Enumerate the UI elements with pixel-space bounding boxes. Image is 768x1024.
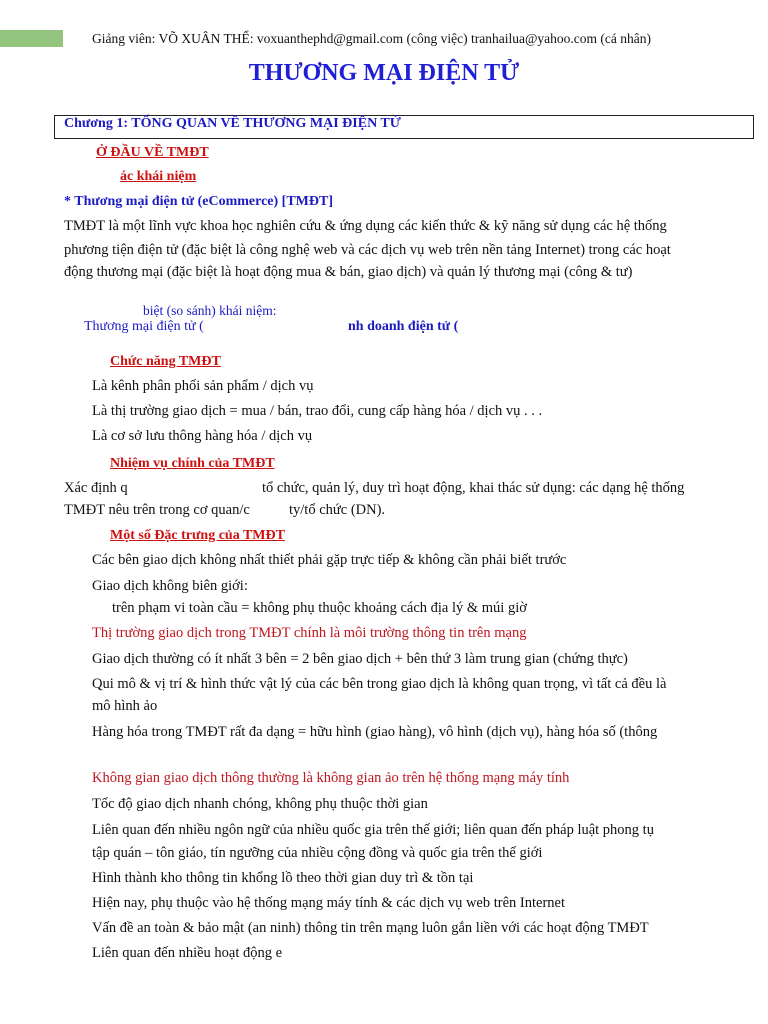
- definition-title: * Thương mại điện tử (eCommerce) [TMĐT]: [64, 194, 334, 209]
- feature-item: Liên quan đến nhiều hoạt động e: [92, 945, 283, 961]
- feature-item-continued: tập quán – tôn giáo, tín ngưỡng của nhiều cộng đồng và quốc gia trên thế giới: [92, 845, 543, 861]
- subheading-concepts: ác khái niệm: [120, 169, 197, 184]
- compare-label: biệt (so sánh) khái niệm:: [143, 303, 277, 318]
- tasks-line-2b: ty/tổ chức (DN).: [289, 502, 386, 518]
- feature-item: Vấn đề an toàn & bảo mật (an ninh) thông tin trên mạng luôn gắn liền với các hoạt động TMĐT: [92, 920, 649, 936]
- feature-item: Liên quan đến nhiều ngôn ngữ của nhiều quốc gia trên thế giới; liên quan đến pháp luật phong tụ: [92, 822, 654, 838]
- chapter-heading: Chương 1: TỔNG QUAN VỀ THƯƠNG MẠI ĐIỆN TỬ: [64, 116, 401, 131]
- tasks-line-2a: TMĐT nêu trên trong cơ quan/c: [64, 502, 250, 518]
- function-item: Là cơ sở lưu thông hàng hóa / dịch vụ: [92, 428, 313, 444]
- feature-item: Tốc độ giao dịch nhanh chóng, không phụ thuộc thời gian: [92, 796, 428, 812]
- definition-line: phương tiện điện tử (đặc biệt là công nghệ web và các dịch vụ web trên nền tảng Internet) trong các hoạt: [64, 242, 671, 258]
- feature-subitem: trên phạm vi toàn cầu = không phụ thuộc khoảng cách địa lý & múi giờ: [112, 600, 527, 616]
- definition-line: động thương mại (đặc biệt là hoạt động mua & bán, giao dịch) và quản lý thương mại (công & tư): [64, 264, 633, 280]
- feature-item: Giao dịch không biên giới:: [92, 578, 248, 594]
- tasks-line-1a: Xác định q: [64, 480, 128, 496]
- feature-item: Hình thành kho thông tin khổng lồ theo thời gian duy trì & tồn tại: [92, 870, 474, 886]
- definition-line: TMĐT là một lĩnh vực khoa học nghiên cứu & ứng dụng các kiến thức & kỹ năng sử dụng các hệ thống: [64, 218, 667, 234]
- compare-right-term: nh doanh điện tử (: [348, 319, 459, 334]
- feature-item-highlight: Thị trường giao dịch trong TMĐT chính là môi trường thông tin trên mạng: [92, 625, 527, 641]
- tasks-line-1b: tổ chức, quản lý, duy trì hoạt động, khai thác sử dụng: các dạng hệ thống: [262, 480, 685, 496]
- tasks-heading: Nhiệm vụ chính của TMĐT: [110, 456, 275, 471]
- lecturer-header: Giảng viên: VÕ XUÂN THỂ: voxuanthephd@gmail.com (công việc) tranhailua@yahoo.com (cá nhân): [92, 31, 651, 46]
- feature-item: Các bên giao dịch không nhất thiết phải gặp trực tiếp & không cần phải biết trước: [92, 552, 567, 568]
- feature-item-continued: mô hình ảo: [92, 698, 158, 714]
- functions-heading: Chức năng TMĐT: [110, 354, 221, 369]
- compare-left-term: Thương mại điện tử (: [84, 319, 204, 334]
- feature-item-highlight: Không gian giao dịch thông thường là không gian ảo trên hệ thống mạng máy tính: [92, 770, 570, 786]
- function-item: Là kênh phân phối sản phẩm / dịch vụ: [92, 378, 314, 394]
- feature-item: Qui mô & vị trí & hình thức vật lý của các bên trong giao dịch là không quan trọng, vì tất cả đều là: [92, 676, 667, 692]
- feature-item: Giao dịch thường có ít nhất 3 bên = 2 bên giao dịch + bên thứ 3 làm trung gian (chứng thực): [92, 651, 628, 667]
- green-margin-bar: [0, 30, 63, 47]
- features-heading: Một số Đặc trưng của TMĐT: [110, 528, 285, 543]
- feature-item: Hàng hóa trong TMĐT rất đa dạng = hữu hình (giao hàng), vô hình (dịch vụ), hàng hóa số (thông: [92, 724, 658, 740]
- feature-item: Hiện nay, phụ thuộc vào hệ thống mạng máy tính & các dịch vụ web trên Internet: [92, 895, 565, 911]
- section-heading-intro: Ở ĐẦU VỀ TMĐT: [96, 145, 209, 160]
- document-title: THƯƠNG MẠI ĐIỆN TỬ: [248, 60, 520, 86]
- function-item: Là thị trường giao dịch = mua / bán, trao đổi, cung cấp hàng hóa / dịch vụ . . .: [92, 403, 543, 419]
